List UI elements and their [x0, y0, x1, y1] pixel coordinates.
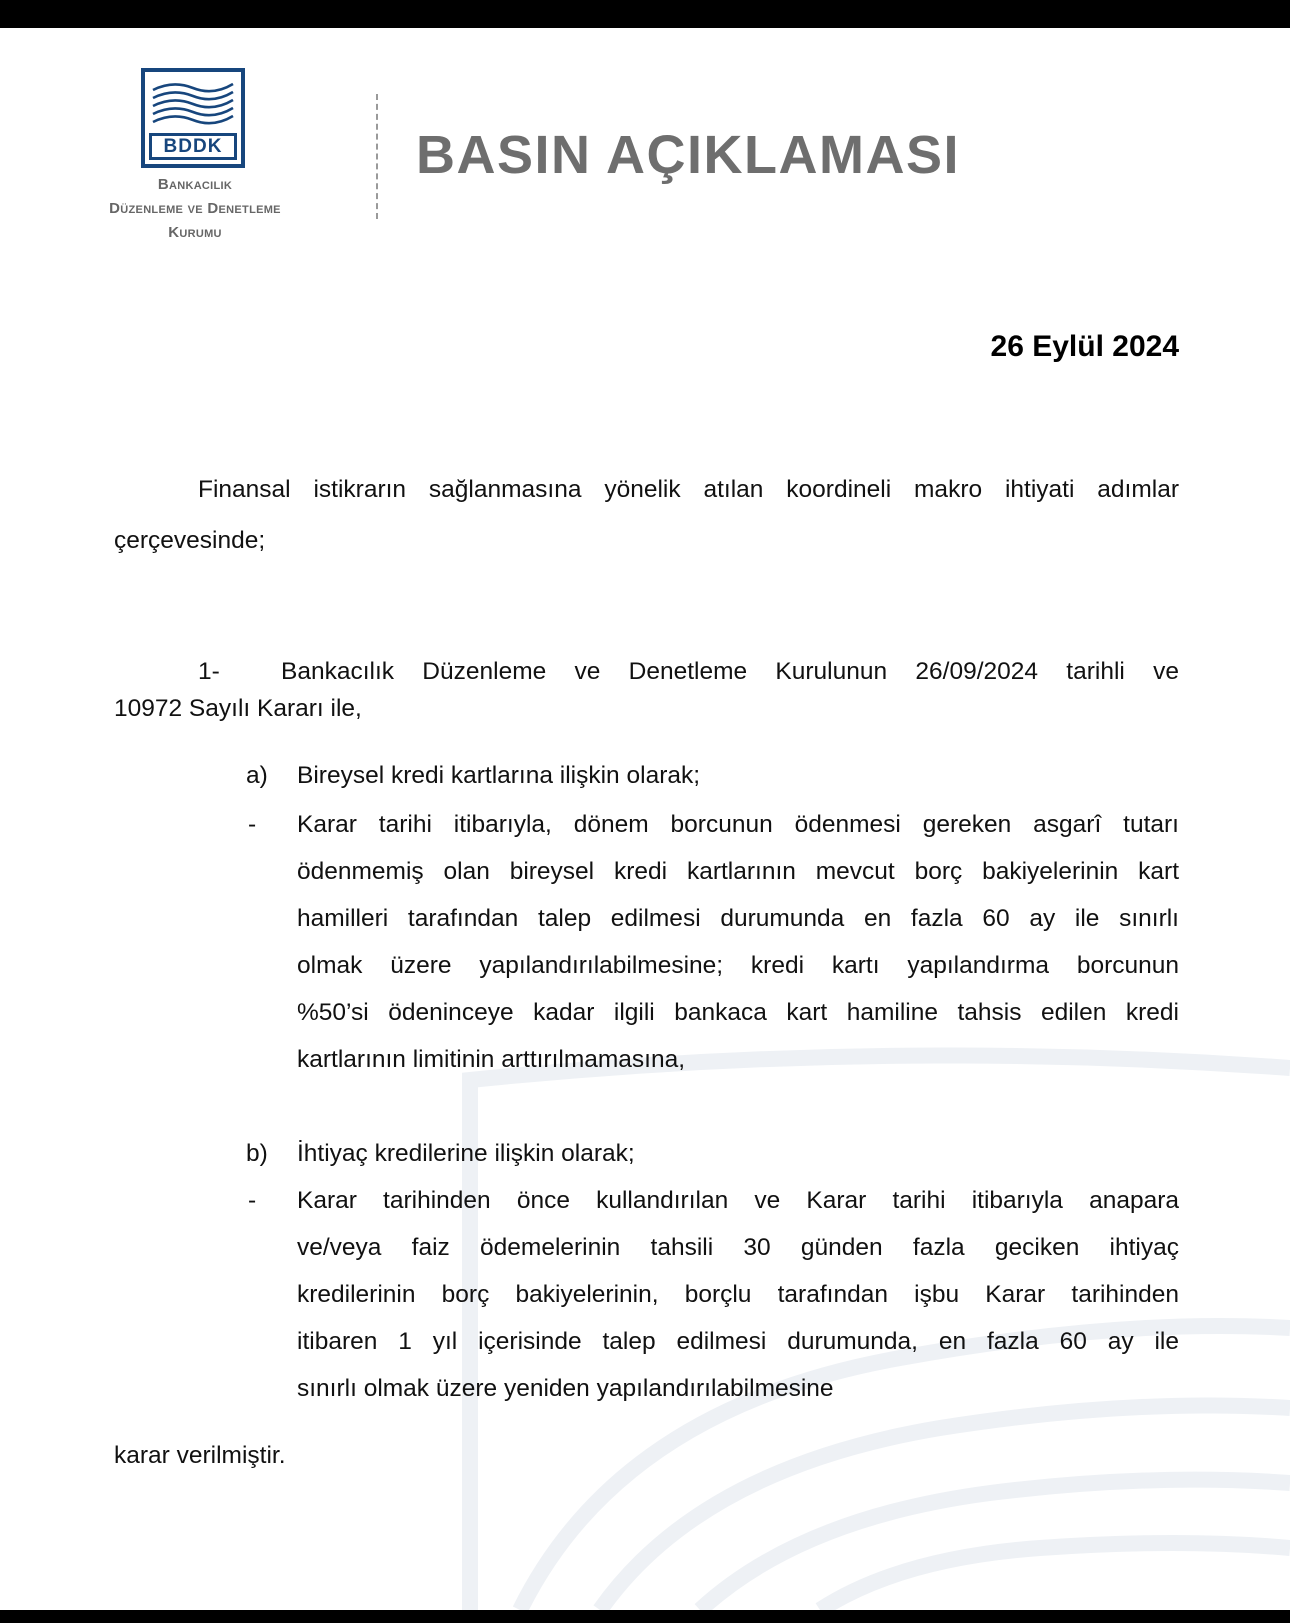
bddk-logo-emblem	[141, 68, 245, 168]
section-b-line-4: itibaren 1 yıl içerisinde talep edilmesi durumunda, en fazla 60 ay ile	[297, 1328, 1179, 1355]
item-1-number: 1-	[198, 658, 220, 685]
section-b-line-5: sınırlı olmak üzere yeniden yapılandırılabilmesine	[297, 1375, 834, 1402]
document-title: BASIN AÇIKLAMASI	[416, 125, 960, 185]
section-a-line-5: %50’si ödeninceye kadar ilgili bankaca kart hamiline tahsis edilen kredi	[297, 999, 1179, 1026]
logo-acronym: BDDK	[149, 133, 237, 160]
section-a-line-4: olmak üzere yapılandırılabilmesine; kredi kartı yapılandırma borcunun	[297, 952, 1179, 979]
section-a-line-3: hamilleri tarafından talep edilmesi durumunda en fazla 60 ay ile sınırlı	[297, 905, 1179, 932]
logo-text-line-1: Bankacılık	[157, 176, 233, 193]
item-1-line-2: 10972 Sayılı Kararı ile,	[114, 695, 362, 722]
bddk-logo	[60, 68, 330, 268]
closing-line: karar verilmiştir.	[114, 1442, 286, 1469]
section-b-marker: b)	[246, 1140, 268, 1167]
section-a-heading: Bireysel kredi kartlarına ilişkin olarak;	[297, 762, 701, 789]
section-a-line-6: kartlarının limitinin arttırılmamasına,	[297, 1046, 686, 1073]
section-b-line-2: ve/veya faiz ödemelerinin tahsili 30 günden fazla geciken ihtiyaç	[297, 1234, 1179, 1261]
header-divider	[376, 94, 378, 219]
item-1-line-1: Bankacılık Düzenleme ve Denetleme Kurulunun 26/09/2024 tarihli ve	[281, 658, 1179, 685]
document-date: 26 Eylül 2024	[990, 330, 1179, 363]
document-page	[0, 28, 1290, 1610]
section-a-line-2: ödenmemiş olan bireysel kredi kartlarının mevcut borç bakiyelerinin kart	[297, 858, 1179, 885]
section-b-heading: İhtiyaç kredilerine ilişkin olarak;	[297, 1140, 635, 1167]
section-a-marker: a)	[246, 762, 268, 789]
section-b-bullet: -	[248, 1187, 257, 1214]
intro-line-2: çerçevesinde;	[114, 527, 266, 554]
logo-text-line-3: Kurumu	[168, 224, 222, 241]
section-a-bullet: -	[248, 811, 257, 838]
wave-lines-icon	[149, 76, 237, 136]
section-b-line-3: kredilerinin borç bakiyelerinin, borçlu tarafından işbu Karar tarihinden	[297, 1281, 1179, 1308]
section-a-line-1: Karar tarihi itibarıyla, dönem borcunun ödenmesi gereken asgarî tutarı	[297, 811, 1179, 838]
section-b-line-1: Karar tarihinden önce kullandırılan ve Karar tarihi itibarıyla anapara	[297, 1187, 1179, 1214]
logo-text-line-2: Düzenleme ve Denetleme	[109, 200, 281, 217]
intro-line-1: Finansal istikrarın sağlanmasına yönelik atılan koordineli makro ihtiyati adımlar	[198, 476, 1179, 503]
